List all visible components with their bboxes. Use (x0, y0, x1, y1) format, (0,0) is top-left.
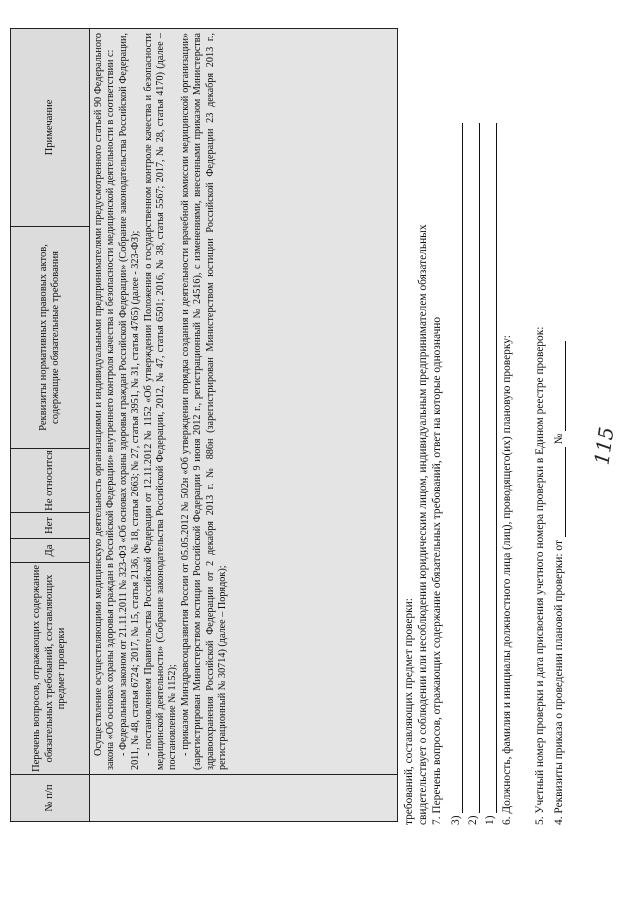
header-num: № п/п (11, 775, 90, 822)
table-row (90, 29, 398, 822)
header-questions: Перечень вопросов, отражающих содержание обязательных требований, составляющих предмет проверки (11, 563, 90, 775)
date-blank (554, 447, 566, 537)
row-num-cell (90, 775, 398, 822)
header-yes: Да (11, 539, 90, 563)
header-not-applicable: Не относится (11, 449, 90, 513)
intro-paragraph-4: - приказом Минздравсоцразвития России от 05.05.2012 № 502н «Об утверждении порядка создания и деятельности врачебной комиссии медицинской организации» (зарегистрирован Министерством юстиции Российской Федерации 9 июня 2012 г., регистрационный № 24516), с изменениями, внесенными приказом Министерства здравоохранения Российской Федерации от 2 декабря 2013 г. № 886н (зарегистрирован Министерством юстиции Российской Федерации 23 декабря 2013 г., регистрационный № 30714) (далее – Порядок); (179, 33, 229, 770)
inspector-line-1-label: 1) (484, 815, 496, 825)
table-header-row (11, 29, 90, 822)
intro-merged-cell (90, 29, 398, 775)
intro-paragraph-1: Осуществление осуществляющими медицинскую деятельность организациями и индивидуальными предпринимателями предусмотренного статьей 90 Федерального закона «Об основах охраны здоровья граждан в Российской Федерации» внутреннего контроля качества и безопасности медицинской деятельности в соответствии с: (93, 33, 117, 770)
item-7-line-2: свидетельствует о соблюдении или несоблюдении юридическим лицом, индивидуальным предпринимателем обязательных (417, 224, 429, 825)
item-5-registration-number (533, 113, 547, 825)
inspector-line-2 (466, 123, 480, 825)
header-requisites: Реквизиты нормативных правовых актов, содержащие обязательные требования (11, 227, 90, 449)
inspector-line-2-label: 2) (467, 815, 479, 825)
item-6-inspector-info (500, 335, 514, 825)
header-no: Нет (11, 513, 90, 539)
item-4-order-requisites (552, 341, 566, 825)
item-5-text: 5. Учетный номер проверки и дата присвоения учетного номера проверки в Едином реестре проверок: (534, 326, 546, 825)
intro-text (90, 29, 232, 774)
item-7-line-3: требований, составляющих предмет проверки: (403, 598, 415, 825)
inspector-line-3 (449, 123, 463, 825)
item-6-text: 6. Должность, фамилия и инициалы должностного лица (лиц), проводящего(их) плановую проверку: (501, 335, 513, 825)
item-7-line-1: 7. Перечень вопросов, отражающих содержание обязательных требований, ответ на которые однозначно (431, 316, 443, 825)
inspector-line-2-blank (468, 123, 480, 813)
header-note: Примечание (11, 29, 90, 227)
inspector-line-1-blank (485, 123, 497, 813)
intro-paragraph-2: - Федеральным законом от 21.11.2011 № 323-ФЗ «Об основах охраны здоровья граждан Российской Федерации» (Собрание законодательства Российской Федерации, 2011, № 48, статья 6724; 2017, № 15, статья 2136, № 18, статья 2663; № 27, статья 3951, № 31, статья 4765) (далее - 323-ФЗ); (117, 33, 142, 770)
inspector-line-3-label: 3) (450, 815, 462, 825)
handwritten-page-number: 115 (589, 425, 619, 467)
requirements-checklist-table (10, 28, 398, 822)
number-blank (554, 341, 566, 431)
intro-paragraph-3: - постановлением Правительства Российской Федерации от 12.11.2012 № 1152 «Об утверждении Положения о государственном контроле качества и безопасности медицинской деятельности» (Собрание законодательства Российской Федерации, 2012, № 47, статья 6501; 2016, № 38, статья 5567; 2017, № 28, статья 4170) (далее – постановление № 1152); (142, 33, 179, 770)
inspector-line-3-blank (451, 123, 463, 813)
inspector-line-1 (483, 123, 497, 825)
number-sign: № (553, 433, 565, 445)
item-4-text: 4. Реквизиты приказа о проведении плановой проверки: от (553, 540, 565, 825)
